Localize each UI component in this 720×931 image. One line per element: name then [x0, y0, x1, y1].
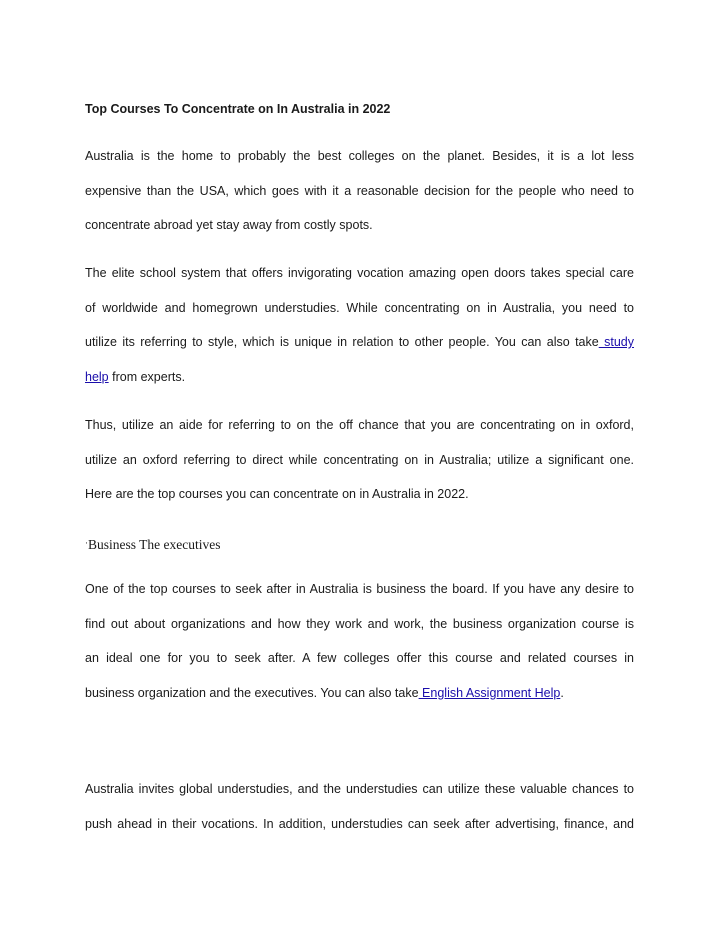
paragraph-line [85, 360, 634, 395]
paragraph-oxford [85, 408, 634, 512]
paragraph-line: of worldwide and homegrown understudies. While concentrating on in Australia, you need to [85, 300, 634, 315]
paragraph-text: utilize its referring to style, which is unique in relation to other people. You can also take [85, 335, 599, 349]
paragraph-line: The elite school system that offers invigorating vocation amazing open doors takes special care [85, 266, 634, 280]
paragraph-line [85, 676, 634, 711]
paragraph-line: concentrate abroad yet stay away from costly spots. [85, 218, 373, 232]
paragraph-line: One of the top courses to seek after in Australia is business the board. If you have any desire to [85, 582, 634, 596]
paragraph-text: business organization and the executives. You can also take [85, 685, 419, 700]
paragraph-line: Australia invites global understudies, and the understudies can utilize these valuable chances to [85, 782, 634, 796]
paragraph-business [85, 572, 634, 710]
bullet-icon: · [85, 538, 88, 548]
paragraph-line: Here are the top courses you can concentrate on in Australia in 2022. [85, 487, 469, 501]
paragraph-line: an ideal one for you to seek after. A few colleges offer this course and related courses in [85, 651, 634, 665]
paragraph-text: from experts. [108, 369, 186, 384]
paragraph-intro [85, 139, 634, 243]
study-help-link-part1[interactable]: study [598, 335, 634, 349]
paragraph-line: Thus, utilize an aide for referring to on the off chance that you are concentrating on in oxford, [85, 418, 634, 432]
paragraph-line: utilize an oxford referring to direct while concentrating on in Australia; utilize a significant one. [85, 452, 634, 467]
document-title: Top Courses To Concentrate on In Australia in 2022 [85, 102, 391, 116]
paragraph-line: push ahead in their vocations. In addition, understudies can seek after advertising, finance, and [85, 816, 634, 831]
paragraph-line [85, 325, 634, 360]
paragraph-text: . [560, 685, 564, 700]
paragraph-line: expensive than the USA, which goes with it a reasonable decision for the people who need to [85, 183, 634, 198]
paragraph-global [85, 772, 634, 841]
paragraph-school-system [85, 256, 634, 394]
paragraph-line: find out about organizations and how they work and work, the business organization course is [85, 616, 634, 631]
paragraph-line: Australia is the home to probably the best colleges on the planet. Besides, it is a lot less [85, 149, 634, 163]
section-heading-text: Business The executives [88, 537, 221, 552]
english-assignment-help-link[interactable]: English Assignment Help [418, 685, 561, 700]
section-heading-business [85, 533, 220, 555]
study-help-link-part2[interactable]: help [85, 369, 109, 384]
